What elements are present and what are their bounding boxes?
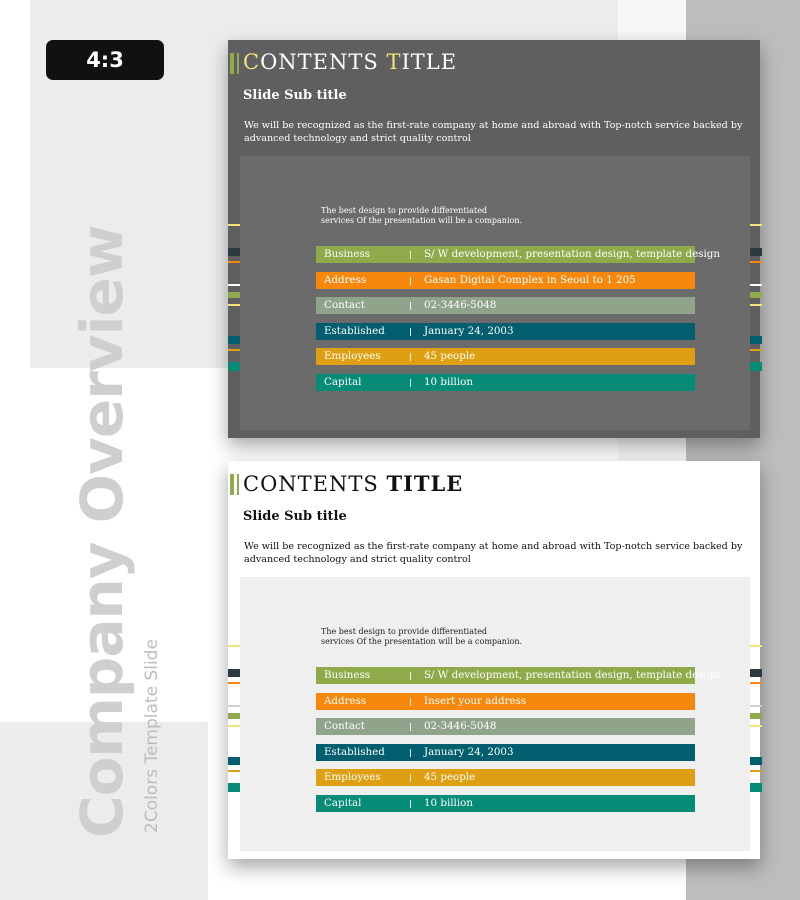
info-row-contact (316, 718, 695, 735)
slide-preview-dark[interactable] (228, 40, 760, 438)
edge-stripes-right (750, 645, 762, 800)
info-row-capital (316, 795, 695, 812)
edge-stripes-left (228, 645, 240, 800)
title-second-letter: T (386, 50, 402, 74)
info-label: Address (324, 694, 367, 707)
info-label: Capital (324, 796, 362, 809)
row-divider (410, 277, 411, 285)
panel-intro-text (321, 206, 522, 226)
panel-text-line: services Of the presentation will be a companion. (321, 216, 523, 225)
content-panel (240, 156, 750, 430)
info-value: January 24, 2003 (424, 324, 514, 337)
slide-subtitle: Slide Sub title (243, 509, 347, 524)
title-first-letter: C (243, 50, 261, 74)
row-divider (410, 749, 411, 757)
info-row-business (316, 667, 720, 684)
info-value: Gasan Digital Complex in Seoul to 1 205 (424, 273, 636, 286)
panel-text-line: services Of the presentation will be a companion. (321, 637, 523, 646)
slide-subtitle: Slide Sub title (243, 88, 347, 103)
row-divider (410, 379, 411, 387)
row-divider (410, 672, 411, 680)
info-label: Contact (324, 299, 365, 311)
edge-stripes-right (750, 224, 762, 379)
aspect-ratio-badge: 4:3 (46, 40, 164, 80)
slide-preview-light[interactable] (228, 461, 760, 859)
title-accent-bar (230, 474, 234, 495)
info-row-employees (316, 769, 695, 786)
info-label: Employees (324, 350, 381, 362)
info-label: Employees (324, 771, 381, 783)
row-divider (410, 251, 411, 259)
info-row-contact (316, 297, 695, 314)
slide-title (243, 471, 463, 496)
side-subtitle: 2Colors Template Slide (142, 639, 162, 833)
info-value: 02-3446-5048 (424, 720, 497, 732)
title-accent-bar-thin (237, 53, 239, 74)
info-row-address (316, 272, 695, 289)
title-accent-bar (230, 53, 234, 74)
info-value: 10 billion (424, 375, 473, 388)
row-divider (410, 800, 411, 808)
info-label: Established (324, 745, 385, 758)
info-value: 10 billion (424, 796, 473, 809)
title-text-end: ITLE (401, 50, 458, 74)
title-accent-bar-thin (237, 474, 239, 495)
row-divider (410, 723, 411, 731)
row-divider (410, 328, 411, 336)
slide-description: We will be recognized as the first-rate company at home and abroad with Top-notch service backed by advanced technology and strict quality control (244, 541, 743, 565)
content-panel (240, 577, 750, 851)
panel-text-line: The best design to provide differentiated (321, 627, 488, 636)
edge-stripes-left (228, 224, 240, 379)
info-row-employees (316, 348, 695, 365)
title-text-first: CONTENTS (243, 472, 387, 496)
slide-description: We will be recognized as the first-rate company at home and abroad with Top-notch service backed by advanced technology and strict quality control (244, 120, 743, 144)
side-title: Company Overview (68, 225, 136, 838)
info-label: Contact (324, 720, 365, 732)
slide-title (243, 50, 457, 74)
info-value: 45 people (424, 350, 476, 362)
row-divider (410, 353, 411, 361)
info-row-capital (316, 374, 695, 391)
info-label: Address (324, 273, 367, 286)
row-divider (410, 698, 411, 706)
title-text-mid: ONTENTS (260, 50, 387, 74)
info-label: Business (324, 248, 371, 260)
info-value: 45 people (424, 771, 476, 783)
company-info-table (316, 667, 720, 820)
title-text-second: TITLE (386, 471, 464, 496)
info-value: Insert your address (424, 694, 527, 707)
info-row-address (316, 693, 695, 710)
panel-intro-text (321, 627, 522, 647)
row-divider (410, 302, 411, 310)
row-divider (410, 774, 411, 782)
info-label: Business (324, 669, 371, 681)
info-label: Established (324, 324, 385, 337)
info-row-established (316, 323, 695, 340)
info-value: S/ W development, presentation design, template design (424, 669, 720, 681)
info-label: Capital (324, 375, 362, 388)
info-row-business (316, 246, 720, 263)
panel-text-line: The best design to provide differentiated (321, 206, 488, 215)
company-info-table (316, 246, 720, 399)
info-row-established (316, 744, 695, 761)
info-value: 02-3446-5048 (424, 299, 497, 311)
info-value: January 24, 2003 (424, 745, 514, 758)
info-value: S/ W development, presentation design, template design (424, 248, 720, 260)
